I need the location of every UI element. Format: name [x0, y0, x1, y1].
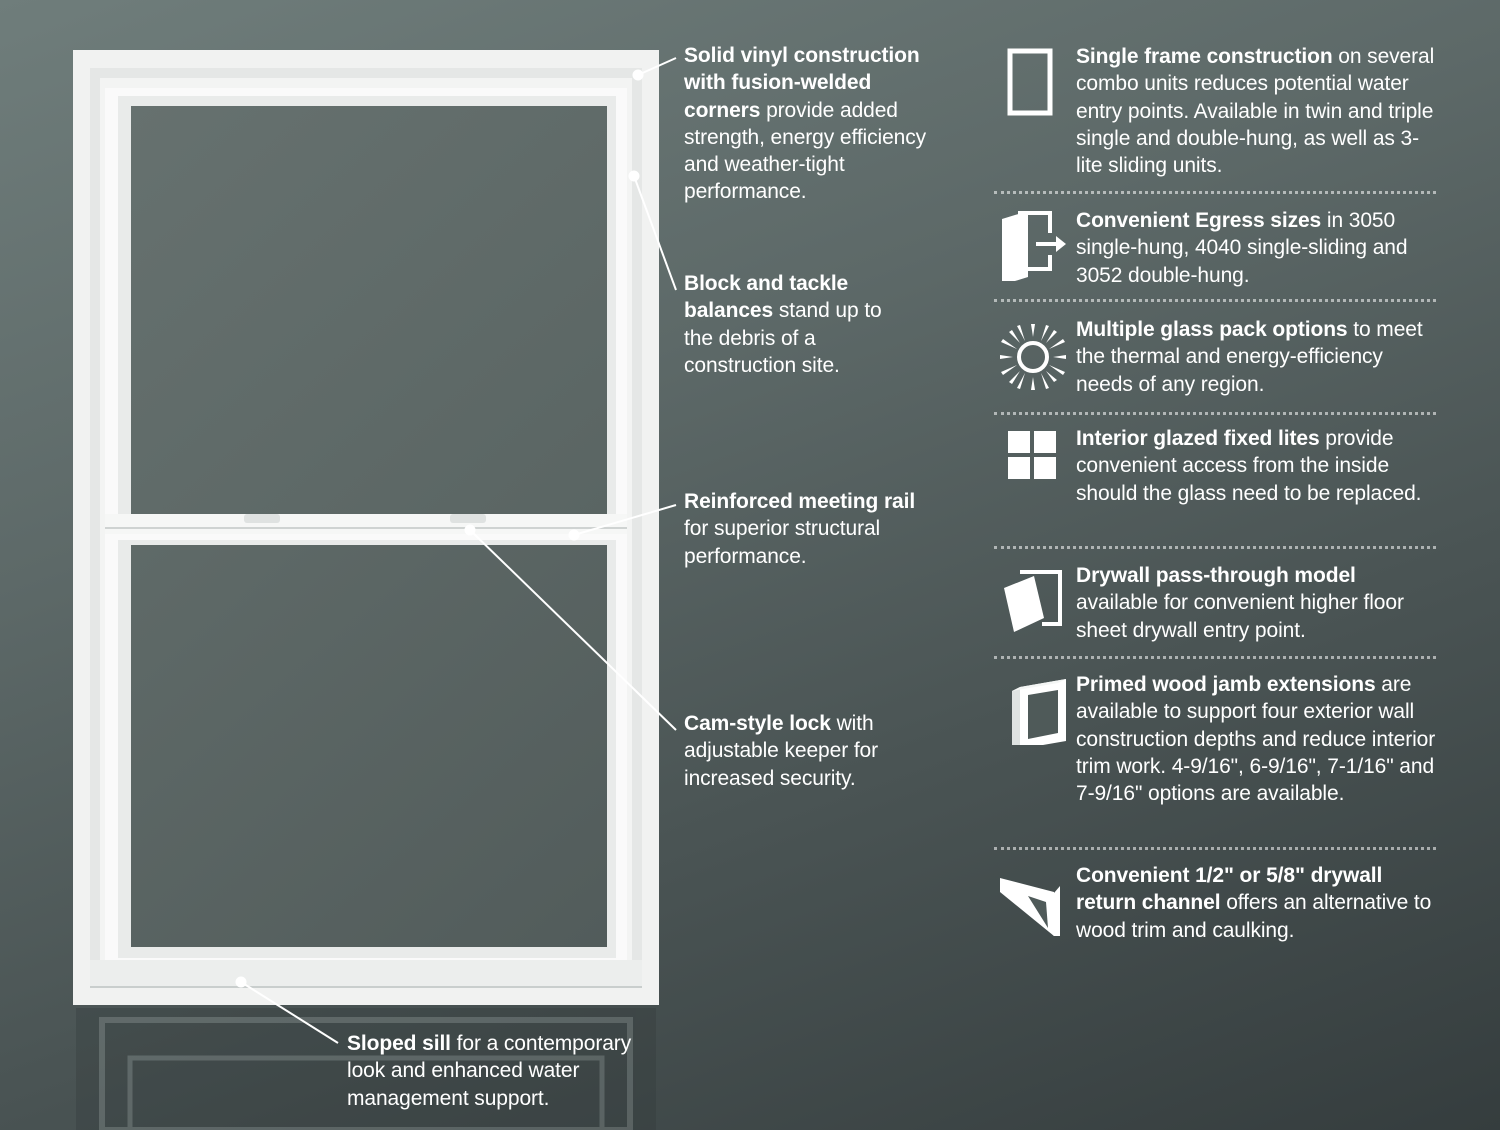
divider [994, 546, 1436, 549]
divider [994, 191, 1436, 194]
four-pane-icon [998, 429, 1068, 499]
return-channel-icon [998, 866, 1068, 936]
divider [994, 299, 1436, 302]
callout-sloped-sill: Sloped sill for a contemporary look and enhanced water management support. [347, 1032, 632, 1110]
drywall-pass-through-icon [998, 566, 1068, 636]
divider [994, 847, 1436, 850]
egress-door-icon [998, 211, 1068, 281]
callout-meeting-rail: Reinforced meeting rail for superior structural performance. [684, 490, 916, 568]
callout-vinyl-construction: Solid vinyl construction with fusion-welded corners provide added strength, energy efficiency and weather-tight performance. [684, 44, 927, 204]
callout-cam-lock: Cam-style lock with adjustable keeper for increased security. [684, 712, 879, 790]
sun-icon [998, 320, 1068, 390]
divider [994, 656, 1436, 659]
divider [994, 412, 1436, 415]
callout-block-and-tackle: Block and tackle balances stand up to the debris of a construction site. [684, 272, 882, 377]
single-frame-icon [998, 47, 1068, 117]
jamb-extension-icon [998, 675, 1068, 745]
